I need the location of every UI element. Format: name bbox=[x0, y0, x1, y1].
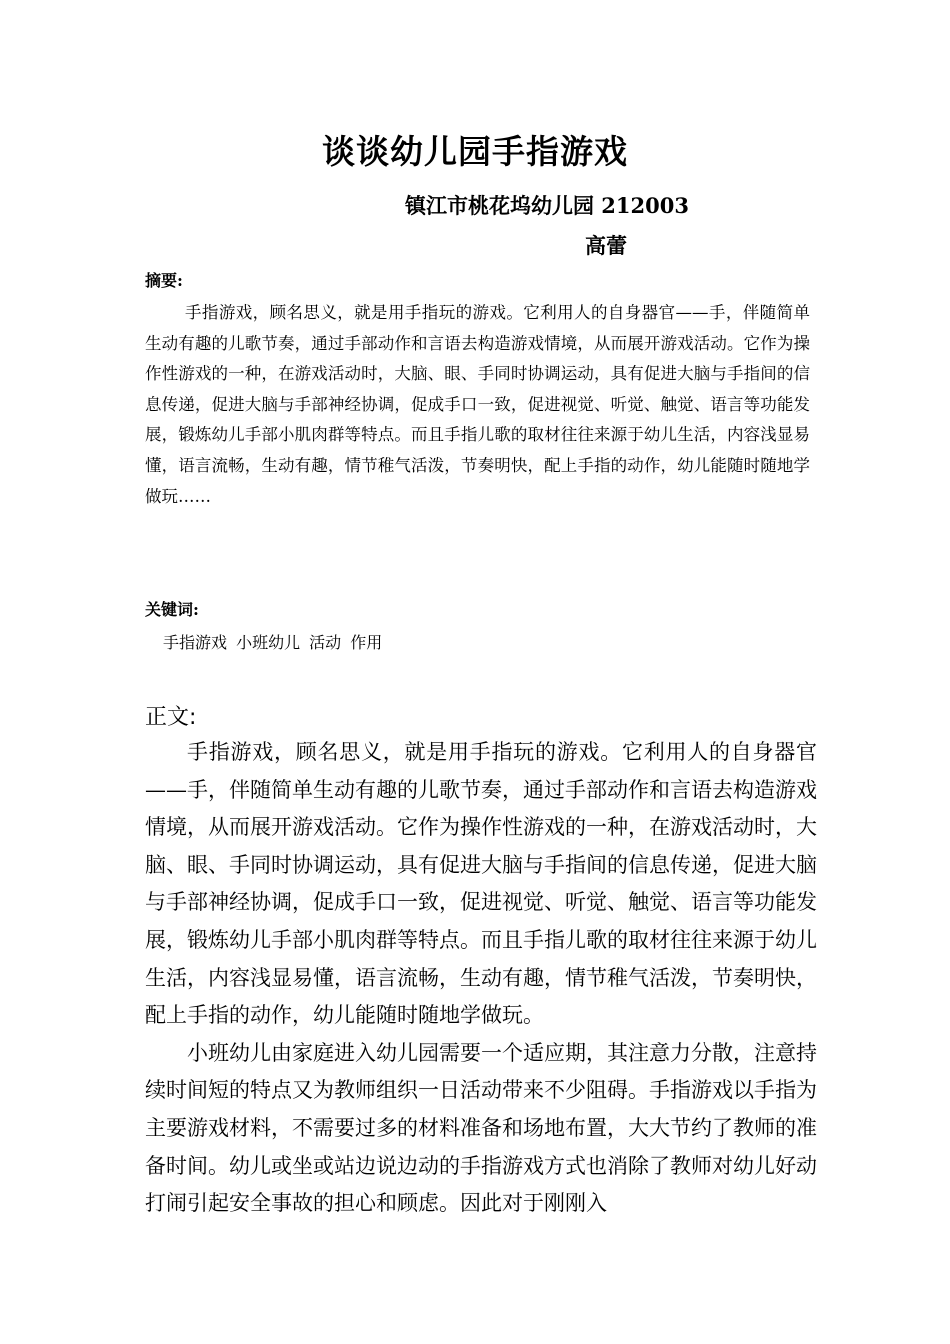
body-paragraph: 手指游戏，顾名思义，就是用手指玩的游戏。它利用人的自身器官——手，伴随简单生动有趣的儿歌节奏，通过手部动作和言语去构造游戏情境，从而展开游戏活动。它作为操作性游戏的一种，在游戏活动时，大脑、眼、手同时协调运动，具有促进大脑与手指间的信息传递，促进大脑与手部神经协调，促成手口一致，促进视觉、听觉、触觉、语言等功能发展，锻炼幼儿手部小肌肉群等特点。而且手指儿歌的取材往往来源于幼儿生活，内容浅显易懂，语言流畅，生动有趣，情节稚气活泼，节奏明快，配上手指的动作，幼儿能随时随地学做玩。 bbox=[145, 740, 817, 1028]
author-affiliation: 镇江市桃花坞幼儿园 212003 bbox=[405, 193, 689, 218]
keywords-label: 关键词: bbox=[145, 600, 199, 619]
body-paragraph: 小班幼儿由家庭进入幼儿园需要一个适应期，其注意力分散，注意持续时间短的特点又为教师组织一日活动带来不少阻碍。手指游戏以手指为主要游戏材料，不需要过多的材料准备和场地布置，大大节约了教师的准备时间。幼儿或坐或站边说边动的手指游戏方式也消除了教师对幼儿好动打闹引起安全事故的担心和顾虑。因此对于刚刚入 bbox=[145, 1040, 817, 1216]
body-text bbox=[145, 734, 817, 1223]
abstract-text: 手指游戏，顾名思义，就是用手指玩的游戏。它利用人的自身器官——手，伴随简单生动有趣的儿歌节奏，通过手部动作和言语去构造游戏情境，从而展开游戏活动。它作为操作性游戏的一种，在游戏活动时，大脑、眼、手同时协调运动，具有促进大脑与手指间的信息传递，促进大脑与手部神经协调，促成手口一致，促进视觉、听觉、触觉、语言等功能发展，锻炼幼儿手部小肌肉群等特点。而且手指儿歌的取材往往来源于幼儿生活，内容浅显易懂，语言流畅，生动有趣，情节稚气活泼，节奏明快，配上手指的动作，幼儿能随时随地学做玩…… bbox=[145, 303, 810, 506]
keywords-text: 手指游戏 小班幼儿 活动 作用 bbox=[163, 633, 383, 652]
author-name: 高蕾 bbox=[585, 233, 627, 258]
abstract-label: 摘要: bbox=[145, 271, 183, 290]
body-label: 正文: bbox=[145, 705, 197, 730]
document-title: 谈谈幼儿园手指游戏 bbox=[322, 132, 628, 171]
